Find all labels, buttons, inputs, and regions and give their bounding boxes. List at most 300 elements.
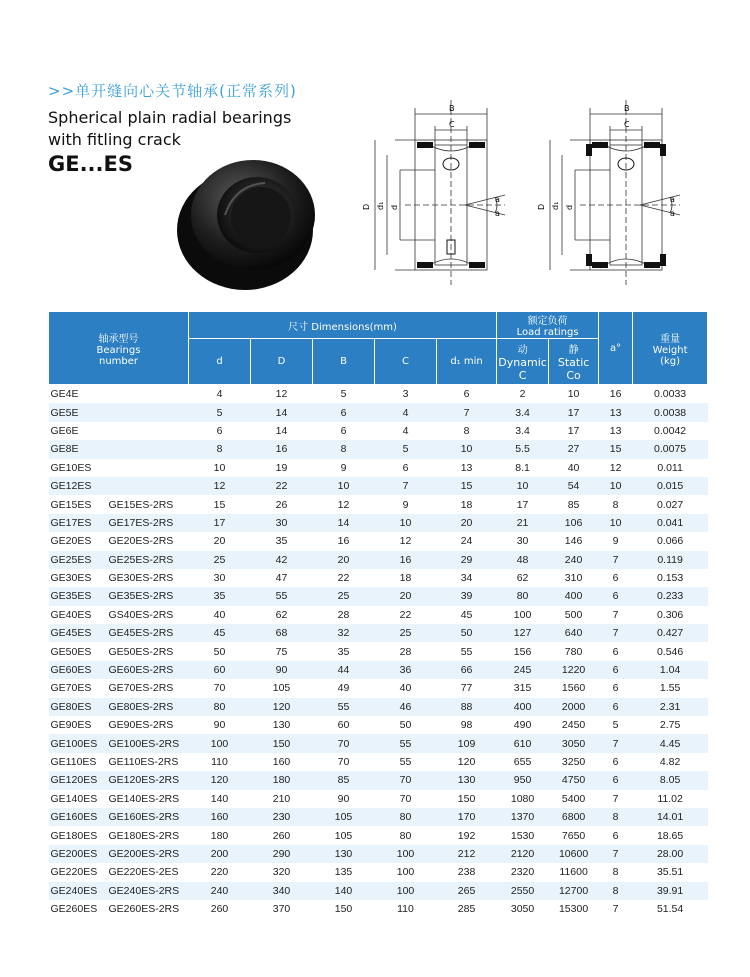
cell-D: 120 <box>251 698 313 716</box>
cell-angle: 6 <box>599 661 633 679</box>
cell-dynamic-load: 950 <box>497 771 549 789</box>
english-title-line1: Spherical plain radial bearings <box>48 108 292 127</box>
cell-D: 55 <box>251 587 313 605</box>
cell-model-2rs: GE45ES-2RS <box>109 624 189 642</box>
cell-B: 16 <box>337 535 350 548</box>
cell-D: 370 <box>272 903 291 916</box>
cell-d: 200 <box>189 845 251 863</box>
cell-d1-min: 66 <box>437 661 497 679</box>
cell-static-load: 10 <box>567 388 580 401</box>
cell-static-load: 106 <box>549 514 599 532</box>
cell-D: 90 <box>251 661 313 679</box>
label-B: B <box>624 104 630 113</box>
cell-d: 120 <box>189 771 251 789</box>
cell-dynamic-load: 610 <box>497 734 549 752</box>
cell-d1-min: 238 <box>457 866 476 879</box>
header-bearing-number <box>49 312 189 385</box>
cell-d: 6 <box>216 424 223 437</box>
cell-dynamic-load: 490 <box>513 719 532 732</box>
cell-dynamic-load: 1530 <box>510 829 535 842</box>
cell-d: 17 <box>189 514 251 532</box>
cell-model-2rs: GE180ES-2RS <box>108 829 180 842</box>
cell-d: 45 <box>189 624 251 642</box>
label-B: B <box>449 104 455 113</box>
header-bearing-en1: Bearings <box>96 344 141 356</box>
table-row <box>49 882 708 900</box>
cell-weight: 0.546 <box>656 645 684 658</box>
cell-C: 36 <box>375 661 437 679</box>
cell-dynamic-load: 156 <box>513 645 532 658</box>
cell-dynamic-load: 2120 <box>497 845 549 863</box>
header-sta-sym: Co <box>566 369 581 382</box>
cell-angle: 12 <box>609 461 622 474</box>
cell-weight: 2.75 <box>659 719 681 732</box>
cell-B: 10 <box>313 477 375 495</box>
cross-section-drawing-left <box>355 100 515 285</box>
cell-d: 5 <box>189 403 251 421</box>
cell-D: 30 <box>251 514 313 532</box>
cell-weight: 0.427 <box>633 624 708 642</box>
cell-model-2rs <box>109 385 189 404</box>
cell-angle: 6 <box>599 771 633 789</box>
cell-C: 3 <box>402 388 409 401</box>
cell-model: GE120ES <box>49 771 109 789</box>
cell-dynamic-load: 48 <box>497 551 549 569</box>
cell-model: GE5E <box>49 403 109 421</box>
cell-model: GE50ES <box>50 645 92 658</box>
cell-model-2rs: GE100ES-2RS <box>109 734 189 752</box>
cell-dynamic-load: 10 <box>497 477 549 495</box>
header-load-ratings <box>497 312 599 339</box>
cell-dynamic-load: 127 <box>497 624 549 642</box>
cell-d1-min: 109 <box>437 734 497 752</box>
cell-d1-min: 8 <box>463 424 470 437</box>
label-d: d <box>565 204 574 210</box>
cell-weight: 39.91 <box>633 882 708 900</box>
cell-model: GE110ES <box>50 756 97 768</box>
cell-static-load: 3250 <box>561 756 586 768</box>
cell-d: 90 <box>213 719 226 732</box>
cell-C: 28 <box>399 645 412 658</box>
cell-D: 230 <box>251 808 313 826</box>
cell-D: 320 <box>272 866 291 879</box>
cell-B: 49 <box>337 682 350 695</box>
cell-d1-min: 45 <box>460 608 473 621</box>
cell-C: 6 <box>402 461 409 474</box>
cell-model-2rs: GE35ES-2RS <box>109 587 189 605</box>
header-B: B <box>313 339 375 385</box>
cell-angle: 10 <box>599 514 633 532</box>
cell-C: 5 <box>375 440 437 458</box>
table-row <box>49 642 708 660</box>
cell-weight: 0.0042 <box>654 424 687 437</box>
cell-angle: 10 <box>599 477 633 495</box>
table-row <box>49 459 708 477</box>
cell-dynamic-load: 3.4 <box>515 424 530 437</box>
cell-d1-min: 15 <box>437 477 497 495</box>
label-D: D <box>362 203 371 210</box>
cell-static-load: 146 <box>564 535 583 548</box>
label-C: C <box>624 120 630 129</box>
cell-D: 26 <box>275 498 288 511</box>
cell-D: 62 <box>275 608 288 621</box>
cell-B: 60 <box>337 719 350 732</box>
table-row <box>49 679 708 697</box>
cell-d: 20 <box>213 535 226 548</box>
label-a1: a <box>495 195 500 204</box>
cell-model: GE4E <box>50 388 79 401</box>
header-static <box>549 339 599 385</box>
specification-table-wrapper <box>48 311 707 918</box>
cell-model: GE140ES <box>50 792 98 805</box>
cell-weight: 2.31 <box>633 698 708 716</box>
cell-d1-min: 24 <box>460 535 473 548</box>
cell-d: 4 <box>216 388 223 401</box>
cell-dynamic-load: 2550 <box>497 882 549 900</box>
cell-angle: 7 <box>612 608 619 621</box>
cell-angle: 6 <box>599 587 633 605</box>
cell-static-load: 27 <box>549 440 599 458</box>
cell-static-load: 40 <box>567 461 580 474</box>
cell-B: 9 <box>340 461 347 474</box>
cell-angle: 6 <box>612 572 619 585</box>
cell-d: 160 <box>189 808 251 826</box>
table-row <box>49 734 708 752</box>
series-code: GE...ES <box>48 152 133 176</box>
cell-B: 70 <box>313 734 375 752</box>
cell-model: GE30ES <box>50 572 92 585</box>
cell-angle: 6 <box>599 698 633 716</box>
cell-dynamic-load: 245 <box>497 661 549 679</box>
cell-d1-min: 34 <box>460 572 473 585</box>
cell-static-load: 10600 <box>549 845 599 863</box>
table-row <box>49 900 708 918</box>
cell-model-2rs: GE90ES-2RS <box>108 719 174 732</box>
cell-d1-min: 130 <box>437 771 497 789</box>
cell-C: 100 <box>375 845 437 863</box>
cell-static-load: 12700 <box>549 882 599 900</box>
header-bearing-cn: 轴承型号 <box>98 333 139 345</box>
header-weight-en: Weight <box>652 344 688 356</box>
cell-angle: 8 <box>599 882 633 900</box>
header-weight <box>633 312 708 385</box>
header-load-cn: 额定负荷 <box>527 316 568 327</box>
cell-B: 12 <box>337 498 350 511</box>
cell-B: 130 <box>313 845 375 863</box>
cell-d: 10 <box>213 461 226 474</box>
cell-model-2rs: GE60ES-2RS <box>109 661 189 679</box>
cell-model-2rs: GE20ES-2RS <box>108 535 174 548</box>
cell-model-2rs: GE15ES-2RS <box>108 498 174 511</box>
cell-dynamic-load: 21 <box>497 514 549 532</box>
cell-angle: 8 <box>612 498 619 511</box>
cell-C: 4 <box>402 424 409 437</box>
cell-B: 25 <box>313 587 375 605</box>
cell-static-load: 5400 <box>561 792 586 805</box>
cell-model-2rs <box>109 422 189 440</box>
cell-angle: 6 <box>612 756 619 768</box>
header-sta-en: Static <box>557 356 590 369</box>
cell-dynamic-load: 30 <box>516 535 529 548</box>
table-row <box>49 698 708 716</box>
cross-section-drawing-right <box>530 100 690 285</box>
cell-model-2rs <box>109 440 189 458</box>
cell-C: 20 <box>375 587 437 605</box>
header-load-en: Load ratings <box>516 327 579 338</box>
cell-d1-min: 88 <box>437 698 497 716</box>
cell-weight: 4.45 <box>633 734 708 752</box>
cell-dynamic-load: 80 <box>497 587 549 605</box>
cell-model-2rs: GE140ES-2RS <box>108 792 180 805</box>
cell-angle: 5 <box>612 719 619 732</box>
cell-model: GE10ES <box>50 461 92 474</box>
cell-d1-min: 7 <box>437 403 497 421</box>
cell-d1-min: 6 <box>463 388 470 401</box>
cell-C: 46 <box>375 698 437 716</box>
english-title-line2: with fitling crack <box>48 130 181 149</box>
cell-weight: 51.54 <box>656 903 684 916</box>
cell-weight: 14.01 <box>633 808 708 826</box>
cell-d1-min: 192 <box>457 829 476 842</box>
cell-model: GE260ES <box>50 903 98 916</box>
cell-weight: 0.066 <box>656 535 684 548</box>
cell-static-load: 4750 <box>549 771 599 789</box>
cell-angle: 8 <box>612 866 619 879</box>
cell-dynamic-load: 315 <box>513 682 532 695</box>
cell-D: 68 <box>251 624 313 642</box>
table-row <box>49 753 708 771</box>
label-D: D <box>537 203 546 210</box>
cell-weight: 0.0075 <box>633 440 708 458</box>
cell-d1-min: 212 <box>437 845 497 863</box>
cell-dynamic-load: 8.1 <box>515 461 530 474</box>
label-a2: a <box>670 209 675 218</box>
cell-angle: 9 <box>612 535 619 548</box>
cell-B: 105 <box>334 829 353 842</box>
header-d1: d₁ min <box>437 339 497 385</box>
cell-d: 30 <box>213 572 226 585</box>
cell-dynamic-load: 100 <box>513 608 532 621</box>
cell-dynamic-load: 3050 <box>510 903 535 916</box>
cell-d: 25 <box>189 551 251 569</box>
cell-angle: 16 <box>609 388 622 401</box>
cell-angle: 13 <box>599 403 633 421</box>
cell-static-load: 2450 <box>561 719 586 732</box>
cell-static-load: 310 <box>564 572 583 585</box>
table-row <box>49 863 708 881</box>
cell-D: 14 <box>275 424 288 437</box>
cell-static-load: 1560 <box>561 682 586 695</box>
cell-model-2rs: GE17ES-2RS <box>109 514 189 532</box>
cell-model-2rs: GE110ES-2RS <box>108 756 179 768</box>
cell-model-2rs <box>109 403 189 421</box>
cell-weight: 0.0033 <box>654 388 687 401</box>
cell-static-load: 17 <box>567 424 580 437</box>
cell-model-2rs: GE25ES-2RS <box>109 551 189 569</box>
table-row <box>49 790 708 808</box>
cell-B: 20 <box>313 551 375 569</box>
cell-D: 12 <box>275 388 288 401</box>
cell-d1-min: 98 <box>460 719 473 732</box>
cell-angle: 7 <box>599 734 633 752</box>
label-d1: d₁ <box>376 201 385 210</box>
specification-table <box>48 311 708 918</box>
cell-model: GE100ES <box>49 734 109 752</box>
cell-C: 12 <box>399 535 412 548</box>
cell-model: GE60ES <box>49 661 109 679</box>
cell-weight: 18.65 <box>656 829 684 842</box>
cell-d1-min: 77 <box>460 682 473 695</box>
cell-d1-min: 265 <box>437 882 497 900</box>
cell-C: 55 <box>399 756 412 768</box>
cell-dynamic-load: 2 <box>519 388 526 401</box>
cell-model-2rs: GE220ES-2ES <box>108 866 179 879</box>
cell-B: 85 <box>313 771 375 789</box>
cell-B: 105 <box>313 808 375 826</box>
cell-model-2rs: GE70ES-2RS <box>108 682 174 695</box>
cell-model-2rs: GE30ES-2RS <box>108 572 174 585</box>
cell-static-load: 54 <box>549 477 599 495</box>
cell-D: 47 <box>275 572 288 585</box>
cell-static-load: 3050 <box>549 734 599 752</box>
cell-model-2rs: GE200ES-2RS <box>109 845 189 863</box>
cell-model-2rs: GE160ES-2RS <box>109 808 189 826</box>
cell-model: GE40ES <box>50 608 92 621</box>
cell-D: 180 <box>251 771 313 789</box>
cell-d1-min: 13 <box>460 461 473 474</box>
header-d: d <box>189 339 251 385</box>
cell-static-load: 240 <box>549 551 599 569</box>
cell-model-2rs: GE80ES-2RS <box>109 698 189 716</box>
cell-static-load: 2000 <box>549 698 599 716</box>
cell-angle: 7 <box>599 845 633 863</box>
cell-angle: 7 <box>612 903 619 916</box>
cell-model: GE70ES <box>50 682 92 695</box>
table-row <box>49 587 708 605</box>
cell-B: 22 <box>337 572 350 585</box>
cell-D: 130 <box>272 719 291 732</box>
cell-weight: 0.027 <box>656 498 684 511</box>
cell-model: GE17ES <box>49 514 109 532</box>
table-row <box>49 569 708 587</box>
cell-D: 210 <box>272 792 291 805</box>
cell-dynamic-load: 655 <box>513 756 532 768</box>
cell-dynamic-load: 1080 <box>510 792 535 805</box>
table-row <box>49 826 708 844</box>
label-d1: d₁ <box>551 201 560 210</box>
table-row <box>49 403 708 421</box>
cell-static-load: 500 <box>564 608 583 621</box>
table-row <box>49 661 708 679</box>
cell-C: 9 <box>402 498 409 511</box>
header-dyn-en: Dynamic <box>498 356 547 369</box>
cell-C: 80 <box>375 808 437 826</box>
cell-d1-min: 285 <box>457 903 476 916</box>
cell-D: 340 <box>251 882 313 900</box>
cell-model-2rs: GS40ES-2RS <box>108 608 174 621</box>
cell-D: 290 <box>251 845 313 863</box>
cell-dynamic-load: 62 <box>516 572 529 585</box>
cell-weight: 28.00 <box>633 845 708 863</box>
cell-weight: 1.04 <box>633 661 708 679</box>
cell-weight: 8.05 <box>633 771 708 789</box>
cell-d: 240 <box>189 882 251 900</box>
cell-B: 90 <box>337 792 350 805</box>
cell-dynamic-load: 17 <box>516 498 529 511</box>
cell-model: GE35ES <box>49 587 109 605</box>
cell-static-load: 6800 <box>549 808 599 826</box>
cell-dynamic-load: 5.5 <box>497 440 549 458</box>
cell-dynamic-load: 3.4 <box>497 403 549 421</box>
cell-angle: 7 <box>599 624 633 642</box>
cell-weight: 11.02 <box>657 792 683 805</box>
cell-model: GE220ES <box>50 866 98 879</box>
cell-dynamic-load: 400 <box>497 698 549 716</box>
cell-weight: 0.015 <box>633 477 708 495</box>
cell-d: 180 <box>210 829 229 842</box>
cell-d: 15 <box>213 498 226 511</box>
cell-model-2rs: GE260ES-2RS <box>108 903 180 916</box>
cell-angle: 7 <box>599 551 633 569</box>
label-a2: a <box>495 209 500 218</box>
cell-C: 18 <box>399 572 412 585</box>
cell-d1-min: 50 <box>437 624 497 642</box>
cell-d: 40 <box>213 608 226 621</box>
cell-angle: 6 <box>612 682 619 695</box>
cell-B: 14 <box>313 514 375 532</box>
cell-static-load: 17 <box>549 403 599 421</box>
cell-angle: 7 <box>612 792 619 805</box>
cell-d: 140 <box>210 792 229 805</box>
table-row <box>49 477 708 495</box>
cell-D: 160 <box>272 756 291 768</box>
header-D: D <box>251 339 313 385</box>
cell-model: GE200ES <box>49 845 109 863</box>
cell-model: GE90ES <box>50 719 92 732</box>
cell-model: GE25ES <box>49 551 109 569</box>
cell-d: 80 <box>189 698 251 716</box>
label-d: d <box>390 204 399 210</box>
cell-C: 110 <box>397 903 414 916</box>
cell-D: 14 <box>251 403 313 421</box>
cell-B: 150 <box>334 903 353 916</box>
cell-weight: 35.51 <box>656 866 684 879</box>
cell-B: 5 <box>340 388 347 401</box>
cell-model: GE80ES <box>49 698 109 716</box>
cell-C: 7 <box>375 477 437 495</box>
cell-weight: 0.041 <box>633 514 708 532</box>
cell-B: 32 <box>313 624 375 642</box>
cell-weight: 0.306 <box>656 608 684 621</box>
cell-C: 22 <box>399 608 412 621</box>
cell-C: 70 <box>375 771 437 789</box>
cell-d1-min: 120 <box>457 756 476 768</box>
cell-d: 60 <box>189 661 251 679</box>
cell-static-load: 7650 <box>561 829 586 842</box>
cell-C: 70 <box>399 792 412 805</box>
cell-B: 140 <box>313 882 375 900</box>
cell-d1-min: 29 <box>437 551 497 569</box>
header-dynamic <box>497 339 549 385</box>
cell-B: 55 <box>313 698 375 716</box>
cell-D: 22 <box>251 477 313 495</box>
label-a1: a <box>670 195 675 204</box>
cell-model-2rs: GE120ES-2RS <box>109 771 189 789</box>
cell-angle: 13 <box>609 424 622 437</box>
label-C: C <box>449 120 455 129</box>
cell-static-load: 15300 <box>558 903 589 916</box>
header-dimensions: 尺寸 Dimensions(mm) <box>189 312 497 339</box>
